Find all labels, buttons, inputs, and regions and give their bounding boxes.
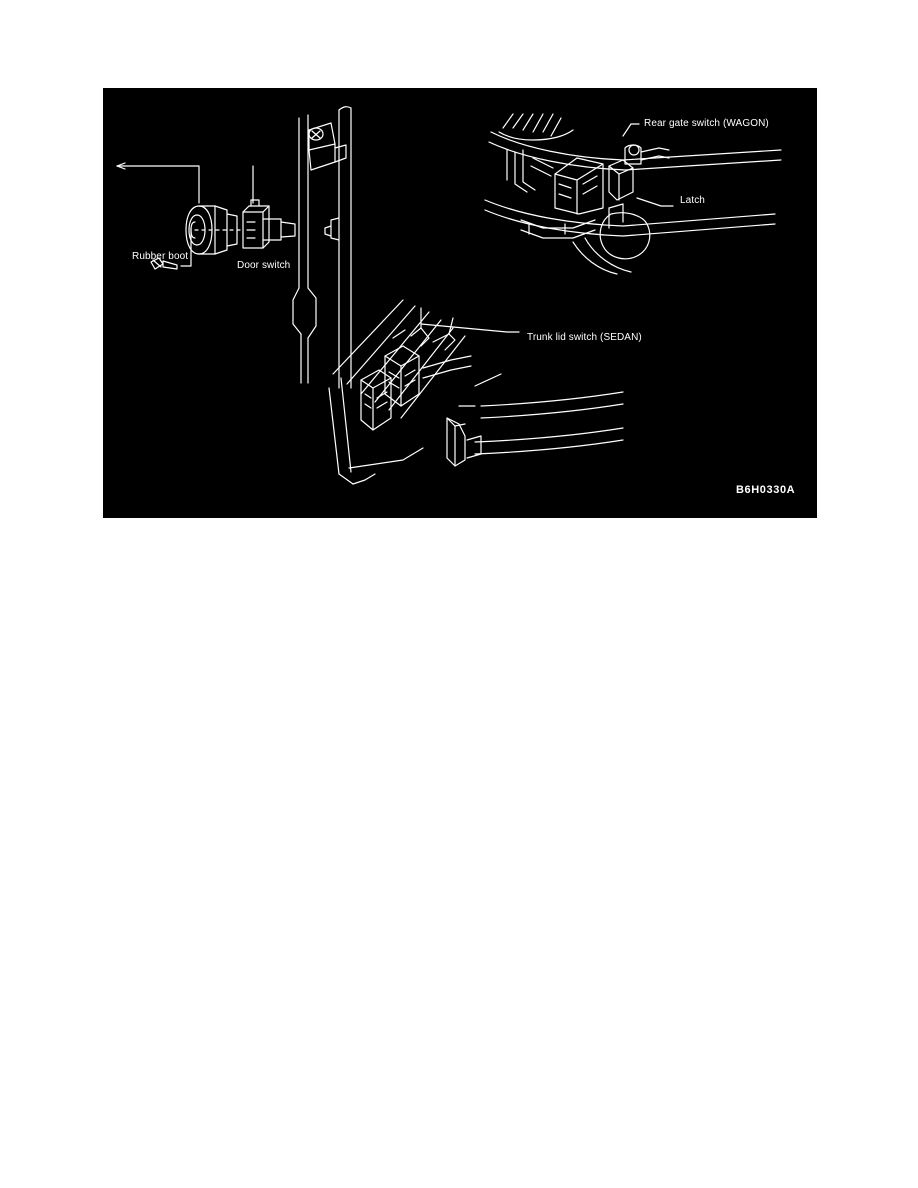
figure-line-art <box>103 88 817 518</box>
label-rear-gate-switch: Rear gate switch (WAGON) <box>644 118 769 129</box>
label-trunk-lid-switch: Trunk lid switch (SEDAN) <box>527 332 642 343</box>
label-rubber-boot: Rubber boot <box>132 251 189 262</box>
label-latch: Latch <box>680 195 705 206</box>
figure-panel <box>103 88 817 518</box>
label-door-switch: Door switch <box>237 260 291 271</box>
figure-code: B6H0330A <box>736 484 796 496</box>
